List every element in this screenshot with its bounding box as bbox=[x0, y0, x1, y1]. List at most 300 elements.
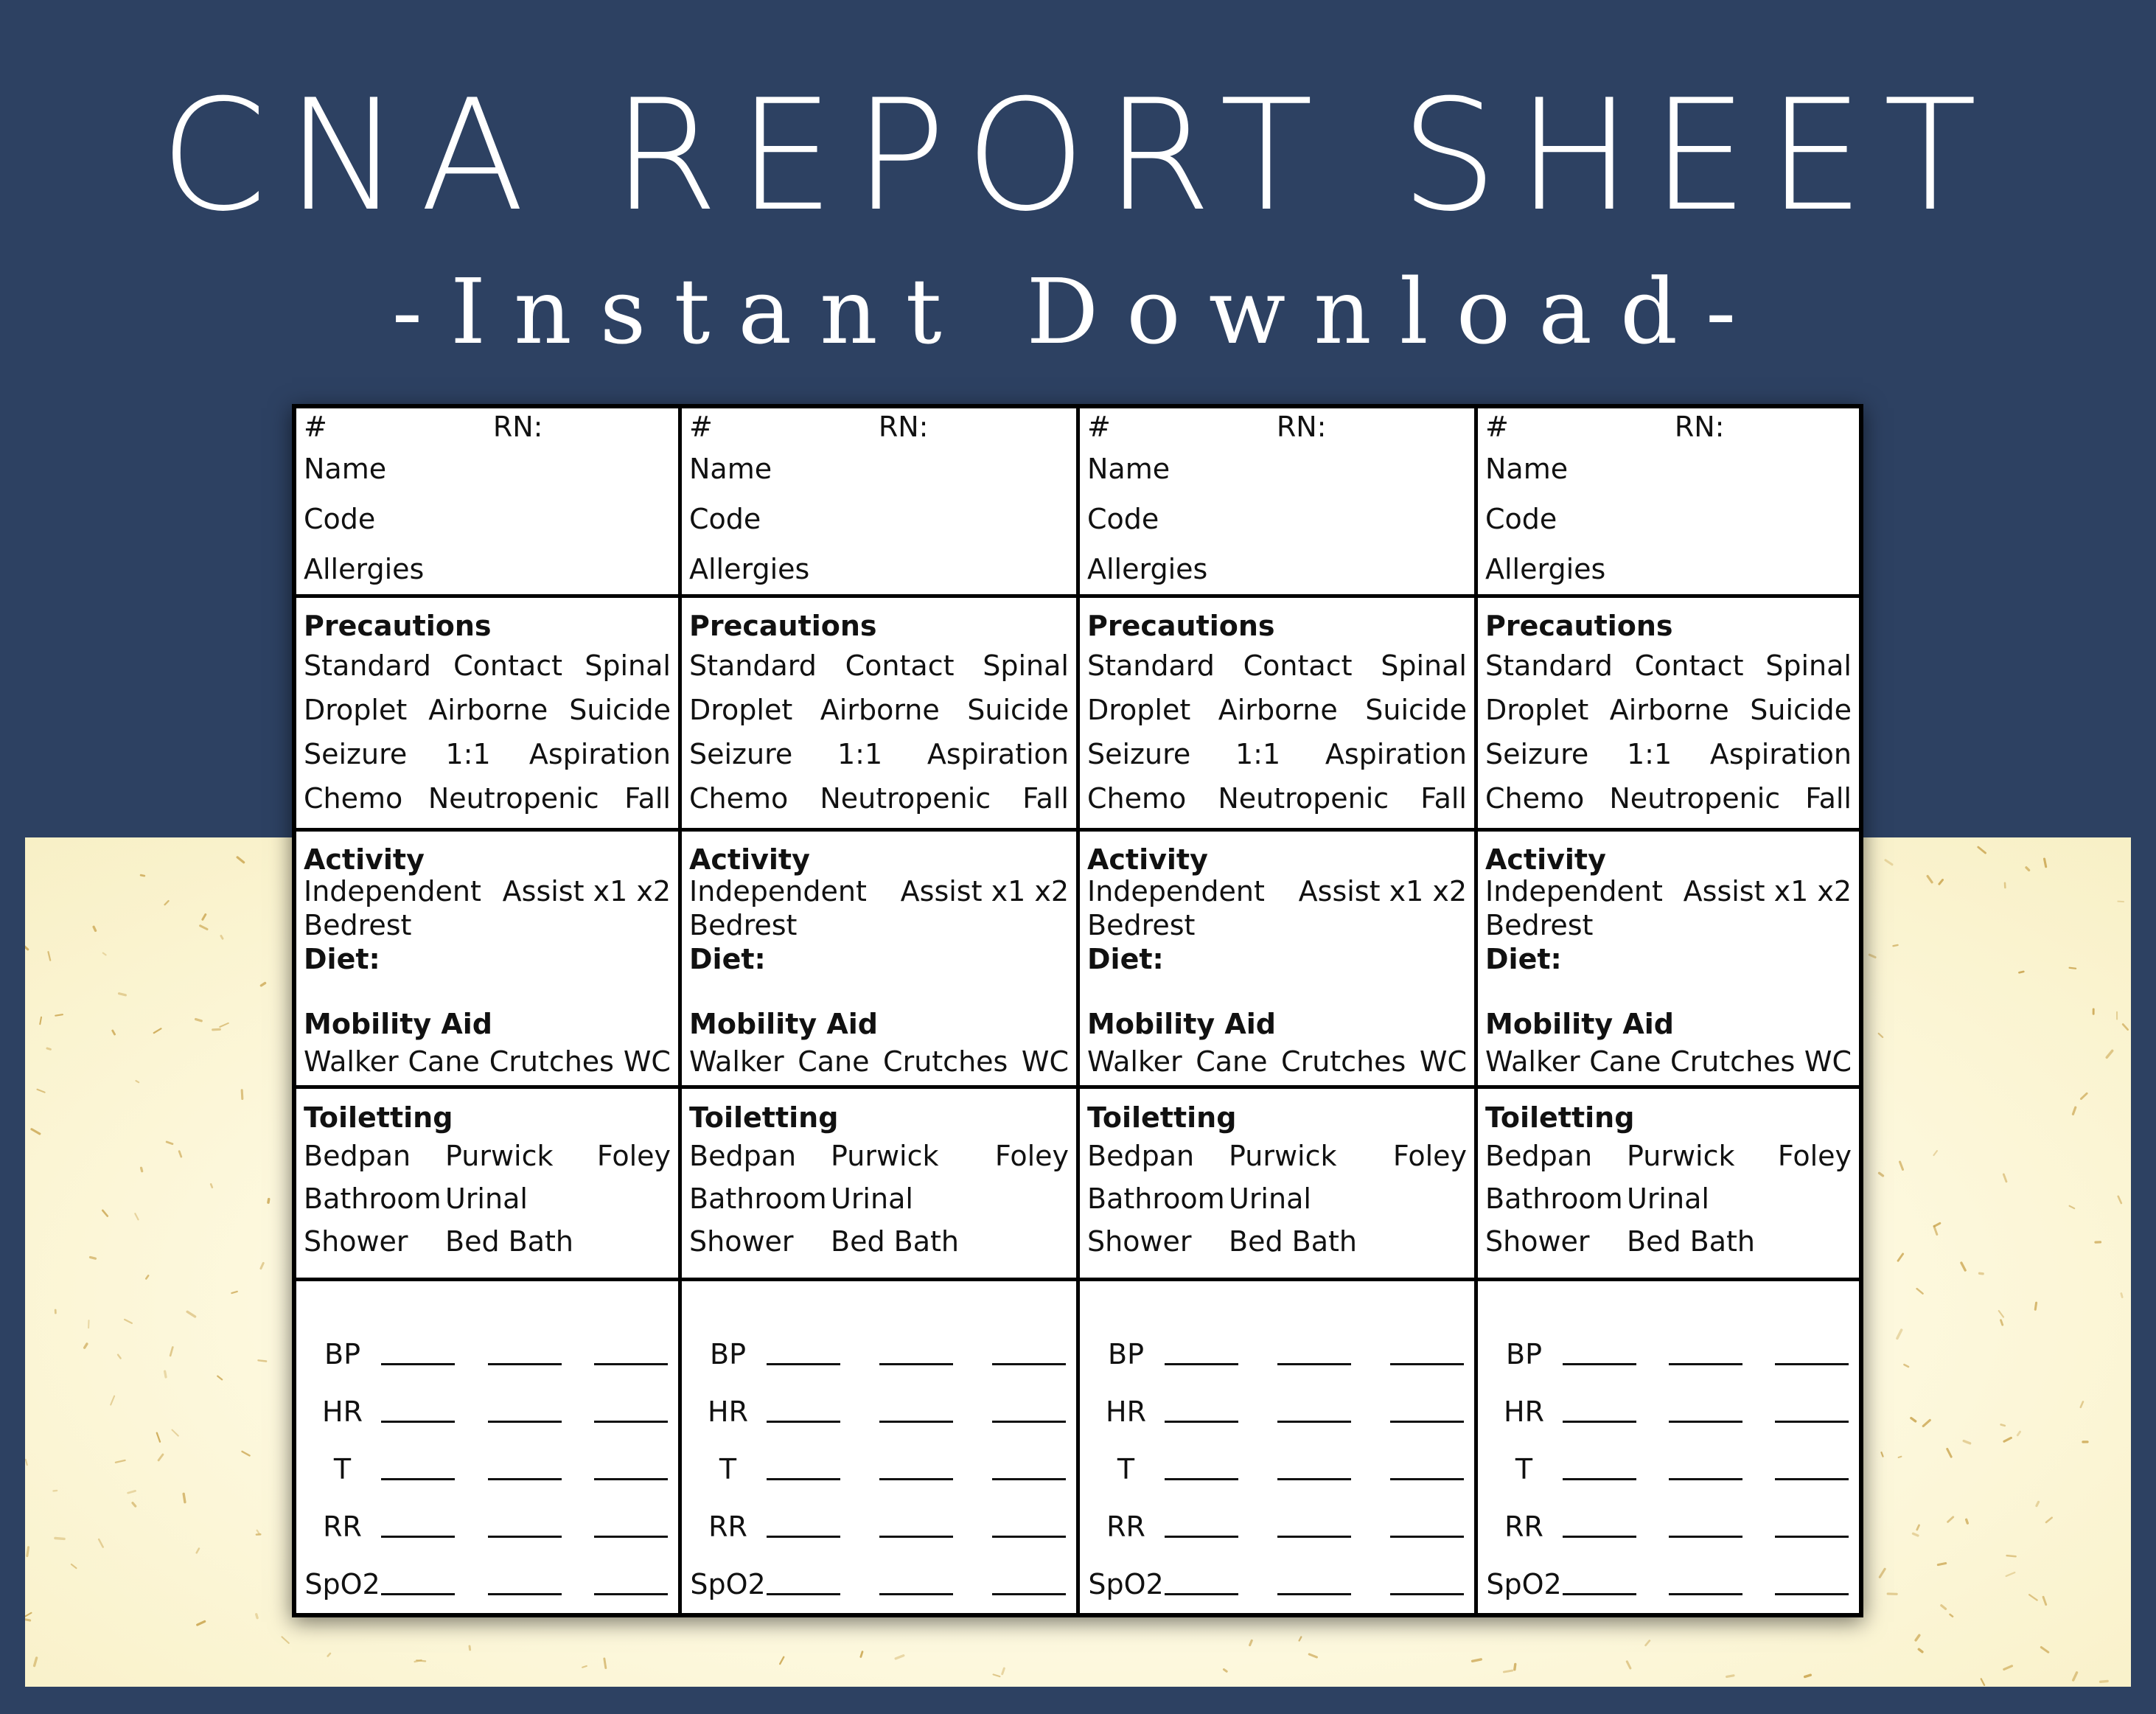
speckle bbox=[111, 1396, 114, 1405]
precaution-option: Airborne bbox=[820, 694, 940, 726]
toiletting-option: Foley bbox=[1777, 1139, 1852, 1172]
speckle bbox=[1727, 1676, 1734, 1677]
speckle bbox=[1981, 1679, 1984, 1685]
speckle bbox=[1967, 1519, 1968, 1523]
precaution-option: Droplet bbox=[1087, 694, 1191, 726]
mobility-option: Cane bbox=[1196, 1045, 1268, 1078]
precaution-option: Seizure bbox=[689, 738, 793, 770]
speckle bbox=[165, 901, 169, 905]
rn-label: RN: bbox=[878, 411, 929, 443]
vital-label: BP bbox=[324, 1338, 360, 1370]
speckle bbox=[1885, 860, 1892, 865]
toiletting-option: Bathroom bbox=[304, 1182, 442, 1215]
precaution-option: Suicide bbox=[569, 694, 671, 726]
write-in-blank bbox=[767, 1516, 840, 1538]
speckle bbox=[416, 1660, 425, 1661]
precaution-option: Aspiration bbox=[528, 738, 671, 770]
write-in-blank bbox=[1277, 1573, 1351, 1595]
patient-info-section bbox=[1478, 408, 1859, 598]
speckle bbox=[1309, 1654, 1316, 1657]
precaution-option: Seizure bbox=[1485, 738, 1589, 770]
vital-label: T bbox=[719, 1453, 737, 1485]
vitals-section bbox=[682, 1281, 1076, 1613]
write-in-blank bbox=[1669, 1458, 1742, 1480]
activity-title: Activity bbox=[304, 843, 425, 876]
speckle bbox=[1978, 847, 1986, 853]
speckle bbox=[187, 1311, 195, 1317]
speckle bbox=[165, 1371, 166, 1377]
patient-column bbox=[1080, 408, 1478, 1613]
toiletting-option: Bedpan bbox=[1485, 1139, 1593, 1172]
speckle bbox=[1880, 1173, 1883, 1176]
write-in-blank bbox=[1563, 1401, 1636, 1423]
precaution-option: Fall bbox=[1022, 782, 1069, 815]
toiletting-option: Bed Bath bbox=[445, 1224, 573, 1258]
speckle bbox=[25, 1613, 31, 1617]
write-in-blank bbox=[1390, 1516, 1464, 1538]
speckle bbox=[2001, 1424, 2005, 1425]
speckle bbox=[1894, 945, 1898, 946]
speckle bbox=[604, 1659, 606, 1668]
speckle bbox=[1473, 1659, 1482, 1661]
room-number-label: # bbox=[689, 411, 713, 443]
speckle bbox=[1961, 1263, 1965, 1270]
speckle bbox=[99, 1539, 103, 1547]
precaution-option: Aspiration bbox=[1325, 738, 1467, 770]
write-in-blank bbox=[879, 1516, 953, 1538]
write-in-blank bbox=[381, 1516, 455, 1538]
vital-label: T bbox=[1117, 1453, 1135, 1485]
vitals-row-spo2 bbox=[689, 1556, 1069, 1613]
toiletting-option: Urinal bbox=[831, 1182, 913, 1215]
vital-label: BP bbox=[1506, 1338, 1542, 1370]
mobility-option: Crutches bbox=[1281, 1045, 1406, 1078]
speckle bbox=[2123, 1024, 2128, 1029]
toiletting-section bbox=[296, 1089, 678, 1281]
speckle bbox=[90, 1257, 95, 1258]
vitals-row-bp bbox=[1087, 1325, 1467, 1383]
mobility-option: Walker bbox=[1087, 1045, 1182, 1078]
speckle bbox=[243, 1452, 250, 1456]
speckle bbox=[197, 1549, 199, 1553]
toiletting-option: Bedpan bbox=[689, 1139, 797, 1172]
vital-label: RR bbox=[708, 1511, 747, 1543]
precaution-option: Standard bbox=[1087, 649, 1215, 682]
write-in-blank bbox=[381, 1573, 455, 1595]
speckle bbox=[200, 926, 207, 930]
toiletting-option: Shower bbox=[1087, 1224, 1192, 1258]
vital-label: SpO2 bbox=[690, 1568, 766, 1600]
patient-column bbox=[1478, 408, 1859, 1613]
speckle bbox=[85, 1344, 87, 1348]
vitals-section bbox=[1478, 1281, 1859, 1613]
precaution-option: Suicide bbox=[1365, 694, 1467, 726]
mobility-aid-title: Mobility Aid bbox=[304, 1007, 492, 1040]
precaution-option: Standard bbox=[1485, 649, 1613, 682]
write-in-blank bbox=[381, 1343, 455, 1365]
bedrest-option: Bedrest bbox=[1087, 908, 1196, 941]
speckle bbox=[221, 936, 223, 938]
speckle bbox=[158, 1455, 163, 1460]
precaution-option: Droplet bbox=[1485, 694, 1589, 726]
write-in-blank bbox=[992, 1343, 1066, 1365]
write-in-blank bbox=[1775, 1516, 1849, 1538]
speckle bbox=[2004, 1438, 2011, 1441]
speckle bbox=[242, 1090, 243, 1099]
write-in-blank bbox=[1277, 1343, 1351, 1365]
speckle bbox=[2041, 1647, 2048, 1652]
write-in-blank bbox=[594, 1573, 668, 1595]
name-label: Name bbox=[689, 453, 772, 485]
speckle bbox=[179, 1152, 181, 1157]
allergies-label: Allergies bbox=[304, 553, 425, 585]
vitals-row-t bbox=[689, 1440, 1069, 1498]
speckle bbox=[257, 1530, 259, 1533]
toiletting-option: Bedpan bbox=[1087, 1139, 1195, 1172]
speckle bbox=[217, 1376, 222, 1380]
bedrest-option: Bedrest bbox=[304, 908, 412, 941]
vital-label: HR bbox=[1504, 1396, 1544, 1428]
activity-option: Independent bbox=[1087, 874, 1265, 907]
speckle bbox=[47, 1048, 50, 1049]
precaution-option: Spinal bbox=[1765, 649, 1852, 682]
toiletting-section bbox=[1080, 1089, 1474, 1281]
write-in-blank bbox=[767, 1401, 840, 1423]
speckle bbox=[582, 1666, 587, 1668]
vitals-row-rr bbox=[1087, 1498, 1467, 1556]
write-in-blank bbox=[488, 1401, 562, 1423]
speckle bbox=[861, 1652, 862, 1657]
diet-label: Diet: bbox=[1087, 942, 1164, 975]
vital-label: SpO2 bbox=[304, 1568, 380, 1600]
speckle bbox=[282, 1637, 289, 1642]
speckle bbox=[1923, 1420, 1930, 1426]
precaution-option: Seizure bbox=[1087, 738, 1191, 770]
precautions-title: Precautions bbox=[304, 610, 492, 642]
write-in-blank bbox=[1669, 1516, 1742, 1538]
precaution-option: Fall bbox=[1420, 782, 1467, 815]
speckle bbox=[40, 1017, 41, 1024]
toiletting-option: Bed Bath bbox=[1229, 1224, 1357, 1258]
speckle bbox=[2070, 1206, 2075, 1208]
speckle bbox=[1917, 1289, 1923, 1294]
write-in-blank bbox=[1669, 1573, 1742, 1595]
speckle bbox=[2043, 1597, 2046, 1604]
speckle bbox=[2029, 1595, 2037, 1600]
toiletting-option: Urinal bbox=[1229, 1182, 1311, 1215]
speckle bbox=[211, 1184, 212, 1187]
vitals-row-hr bbox=[1485, 1383, 1852, 1440]
precaution-option: Aspiration bbox=[1709, 738, 1852, 770]
toiletting-option: Foley bbox=[596, 1139, 671, 1172]
vitals-row-spo2 bbox=[1087, 1556, 1467, 1613]
speckle bbox=[196, 1020, 202, 1021]
activity-option: Assist x1 x2 bbox=[1298, 874, 1467, 907]
toiletting-option: Bathroom bbox=[1087, 1182, 1225, 1215]
toiletting-option: Shower bbox=[304, 1224, 408, 1258]
speckle bbox=[1904, 1365, 1908, 1367]
mobility-option: Crutches bbox=[883, 1045, 1008, 1078]
write-in-blank bbox=[879, 1343, 953, 1365]
toiletting-option: Bed Bath bbox=[1627, 1224, 1755, 1258]
patient-info-section bbox=[1080, 408, 1474, 598]
precaution-option: Contact bbox=[845, 649, 955, 682]
speckle bbox=[116, 1460, 125, 1463]
precaution-option: Contact bbox=[1243, 649, 1353, 682]
vital-label: HR bbox=[1106, 1396, 1146, 1428]
patient-info-section bbox=[296, 408, 678, 598]
speckle bbox=[48, 952, 50, 960]
vitals-row-rr bbox=[304, 1498, 671, 1556]
write-in-blank bbox=[1165, 1573, 1238, 1595]
speckle bbox=[1999, 1311, 2003, 1317]
speckle bbox=[2101, 1681, 2108, 1682]
speckle bbox=[125, 1320, 132, 1323]
speckle bbox=[2073, 1673, 2077, 1680]
speckle bbox=[1917, 1525, 1919, 1530]
speckle bbox=[780, 1657, 784, 1664]
precaution-option: Chemo bbox=[1087, 782, 1187, 815]
activity-title: Activity bbox=[1087, 843, 1208, 876]
write-in-blank bbox=[1165, 1516, 1238, 1538]
precautions-title: Precautions bbox=[1087, 610, 1275, 642]
speckle bbox=[268, 1199, 269, 1203]
write-in-blank bbox=[381, 1458, 455, 1480]
write-in-blank bbox=[1775, 1573, 1849, 1595]
speckle bbox=[135, 1213, 138, 1219]
speckle bbox=[102, 1210, 107, 1216]
speckle bbox=[1928, 876, 1932, 882]
precautions-title: Precautions bbox=[689, 610, 877, 642]
write-in-blank bbox=[1277, 1401, 1351, 1423]
speckle bbox=[71, 1564, 77, 1568]
precaution-option: Airborne bbox=[428, 694, 548, 726]
code-label: Code bbox=[1087, 503, 1159, 535]
toiletting-option: Bed Bath bbox=[831, 1224, 959, 1258]
rn-label: RN: bbox=[492, 411, 543, 443]
room-number-label: # bbox=[1485, 411, 1509, 443]
speckle bbox=[141, 875, 144, 876]
toiletting-option: Bedpan bbox=[304, 1139, 411, 1172]
speckle bbox=[1879, 1034, 1883, 1037]
write-in-blank bbox=[992, 1401, 1066, 1423]
precaution-option: Suicide bbox=[1750, 694, 1852, 726]
speckle bbox=[2046, 1518, 2052, 1522]
speckle bbox=[1913, 1533, 1918, 1536]
speckle bbox=[2045, 859, 2046, 867]
speckle bbox=[1002, 1668, 1005, 1674]
precaution-option: 1:1 bbox=[1235, 738, 1281, 770]
write-in-blank bbox=[992, 1458, 1066, 1480]
toiletting-title: Toiletting bbox=[689, 1101, 839, 1134]
write-in-blank bbox=[1390, 1458, 1464, 1480]
write-in-blank bbox=[1390, 1401, 1464, 1423]
mobility-aid-title: Mobility Aid bbox=[1485, 1007, 1674, 1040]
vital-label: RR bbox=[1106, 1511, 1145, 1543]
write-in-blank bbox=[1669, 1343, 1742, 1365]
diet-label: Diet: bbox=[304, 942, 380, 975]
activity-section bbox=[1478, 832, 1859, 1089]
speckle bbox=[2026, 868, 2029, 871]
speckle bbox=[1224, 1670, 1227, 1672]
toiletting-title: Toiletting bbox=[1087, 1101, 1237, 1134]
speckle bbox=[133, 1503, 136, 1506]
speckle bbox=[184, 1494, 185, 1502]
precautions-section bbox=[1080, 598, 1474, 832]
write-in-blank bbox=[767, 1573, 840, 1595]
vitals-row-t bbox=[1087, 1440, 1467, 1498]
speckle bbox=[1250, 1640, 1252, 1645]
precaution-option: Neutropenic bbox=[1218, 782, 1389, 815]
vital-label: SpO2 bbox=[1486, 1568, 1562, 1600]
write-in-blank bbox=[879, 1401, 953, 1423]
speckle bbox=[1934, 1226, 1937, 1234]
toiletting-section bbox=[1478, 1089, 1859, 1281]
speckle bbox=[94, 927, 95, 930]
speckle bbox=[2081, 1401, 2083, 1407]
activity-section bbox=[682, 832, 1076, 1089]
speckle bbox=[2017, 1432, 2020, 1435]
speckle bbox=[1980, 1273, 1984, 1274]
speckle bbox=[1934, 1223, 1939, 1226]
vital-label: RR bbox=[1504, 1511, 1543, 1543]
code-label: Code bbox=[304, 503, 376, 535]
precaution-option: Aspiration bbox=[927, 738, 1069, 770]
speckle bbox=[172, 1430, 178, 1436]
toiletting-option: Bathroom bbox=[689, 1182, 827, 1215]
vitals-row-hr bbox=[689, 1383, 1069, 1440]
write-in-blank bbox=[488, 1516, 562, 1538]
speckle bbox=[1919, 1649, 1922, 1652]
precaution-option: Fall bbox=[1805, 782, 1852, 815]
speckle bbox=[2081, 1093, 2087, 1098]
write-in-blank bbox=[1563, 1458, 1636, 1480]
speckle bbox=[198, 1621, 205, 1625]
vitals-row-bp bbox=[689, 1325, 1069, 1383]
write-in-blank bbox=[1563, 1516, 1636, 1538]
toiletting-section bbox=[682, 1089, 1076, 1281]
toiletting-option: Purwick bbox=[831, 1139, 939, 1172]
precaution-option: 1:1 bbox=[1626, 738, 1672, 770]
speckle bbox=[154, 1028, 161, 1033]
allergies-label: Allergies bbox=[689, 553, 810, 585]
mobility-aid-title: Mobility Aid bbox=[689, 1007, 878, 1040]
speckle bbox=[1900, 1162, 1903, 1169]
write-in-blank bbox=[1563, 1343, 1636, 1365]
write-in-blank bbox=[594, 1343, 668, 1365]
speckle bbox=[1964, 1441, 1970, 1443]
speckle bbox=[2121, 1294, 2122, 1297]
toiletting-option: Foley bbox=[994, 1139, 1069, 1172]
speckle bbox=[38, 1090, 45, 1093]
vitals-row-rr bbox=[689, 1498, 1069, 1556]
vitals-section bbox=[1080, 1281, 1474, 1613]
speckle bbox=[1299, 1637, 1302, 1640]
patient-info-section bbox=[682, 408, 1076, 598]
mobility-option: Cane bbox=[408, 1045, 480, 1078]
precaution-option: Contact bbox=[1634, 649, 1744, 682]
mobility-option: Cane bbox=[798, 1045, 870, 1078]
precaution-option: Contact bbox=[453, 649, 562, 682]
speckle bbox=[118, 1355, 121, 1359]
toiletting-option: Urinal bbox=[1627, 1182, 1709, 1215]
activity-option: Independent bbox=[1485, 874, 1663, 907]
write-in-blank bbox=[1390, 1343, 1464, 1365]
toiletting-option: Shower bbox=[1485, 1224, 1590, 1258]
code-label: Code bbox=[689, 503, 761, 535]
patient-column bbox=[296, 408, 682, 1613]
page-title: CNA REPORT SHEET bbox=[159, 67, 1997, 245]
precaution-option: Neutropenic bbox=[428, 782, 599, 815]
activity-title: Activity bbox=[1485, 843, 1606, 876]
vital-label: RR bbox=[323, 1511, 362, 1543]
vitals-row-hr bbox=[304, 1383, 671, 1440]
toiletting-option: Purwick bbox=[1627, 1139, 1735, 1172]
speckle bbox=[103, 953, 106, 955]
activity-option: Assist x1 x2 bbox=[900, 874, 1069, 907]
write-in-blank bbox=[1775, 1458, 1849, 1480]
speckle bbox=[2070, 968, 2076, 969]
speckle bbox=[994, 1674, 1000, 1676]
vital-label: SpO2 bbox=[1088, 1568, 1164, 1600]
toiletting-option: Urinal bbox=[445, 1182, 528, 1215]
precaution-option: Chemo bbox=[689, 782, 789, 815]
write-in-blank bbox=[1277, 1516, 1351, 1538]
activity-option: Independent bbox=[689, 874, 867, 907]
precaution-option: 1:1 bbox=[837, 738, 883, 770]
room-number-label: # bbox=[304, 411, 327, 443]
name-label: Name bbox=[1087, 453, 1171, 485]
toiletting-option: Foley bbox=[1392, 1139, 1467, 1172]
page-subtitle: -Instant Download- bbox=[391, 259, 1765, 364]
mobility-option: Walker bbox=[689, 1045, 784, 1078]
diet-label: Diet: bbox=[1485, 942, 1562, 975]
write-in-blank bbox=[767, 1343, 840, 1365]
speckle bbox=[113, 1031, 115, 1034]
speckle bbox=[2006, 1572, 2015, 1576]
speckle bbox=[1911, 1418, 1916, 1421]
vitals-row-t bbox=[1485, 1440, 1852, 1498]
write-in-blank bbox=[1775, 1401, 1849, 1423]
vital-label: T bbox=[1515, 1453, 1533, 1485]
speckle bbox=[157, 1433, 160, 1442]
write-in-blank bbox=[1165, 1343, 1238, 1365]
code-label: Code bbox=[1485, 503, 1557, 535]
precaution-option: Chemo bbox=[304, 782, 403, 815]
vitals-row-bp bbox=[304, 1325, 671, 1383]
speckle bbox=[1939, 880, 1943, 885]
write-in-blank bbox=[992, 1516, 1066, 1538]
speckle bbox=[203, 915, 206, 920]
rn-label: RN: bbox=[1276, 411, 1327, 443]
speckle bbox=[1942, 1606, 1946, 1609]
speckle bbox=[237, 857, 244, 863]
precaution-option: Droplet bbox=[689, 694, 793, 726]
mobility-option: Walker bbox=[304, 1045, 399, 1078]
diet-label: Diet: bbox=[689, 942, 766, 975]
write-in-blank bbox=[879, 1458, 953, 1480]
precaution-option: Spinal bbox=[585, 649, 671, 682]
precaution-option: Airborne bbox=[1609, 694, 1729, 726]
toiletting-option: Bathroom bbox=[1485, 1182, 1623, 1215]
precaution-option: Airborne bbox=[1218, 694, 1338, 726]
speckle bbox=[220, 1023, 228, 1027]
speckle bbox=[136, 1081, 139, 1082]
speckle bbox=[119, 994, 126, 995]
precautions-section bbox=[682, 598, 1076, 832]
vitals-row-rr bbox=[1485, 1498, 1852, 1556]
precaution-option: Droplet bbox=[304, 694, 408, 726]
